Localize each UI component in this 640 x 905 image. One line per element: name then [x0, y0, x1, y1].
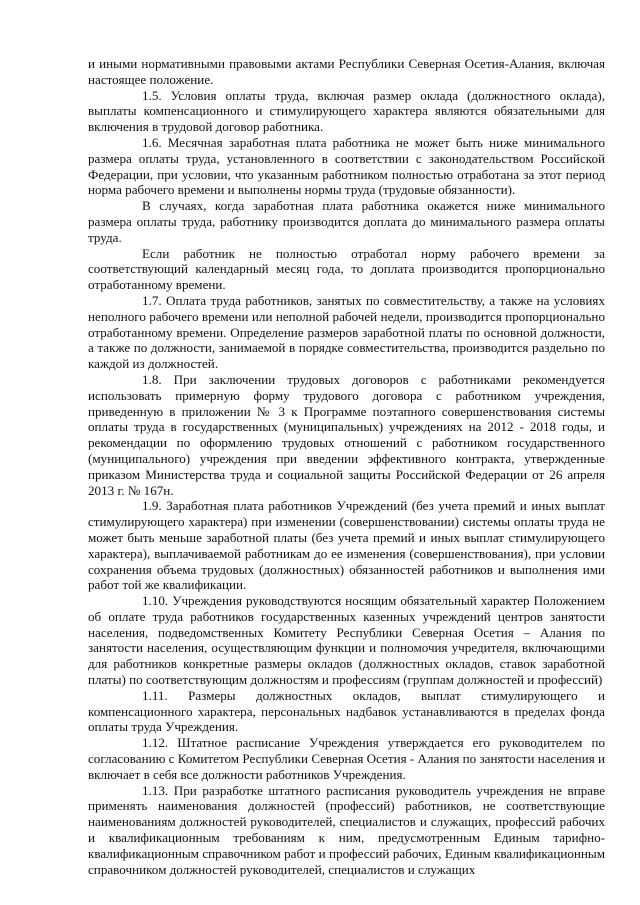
- paragraph-1-8: 1.8. При заключении трудовых договоров с работниками рекомендуется использовать примерную форму трудового договора с работником учреждения, приведенную в приложении № 3 к Программе поэтапного совершенствования системы оплаты труда в государственных (муниципальных) учреждениях на 2012 - 2018 годы, и рекомендации по оформлению трудовых отношений с работником государственного (муниципального) учреждения при введении эффективного контракта, утвержденные приказом Министерства труда и социальной защиты Российской Федерации от 26 апреля 2013 г. № 167н.: [88, 371, 605, 498]
- paragraph-1-12: 1.12. Штатное расписание Учреждения утверждается его руководителем по согласованию с Комитетом Республики Северная Осетия - Алания по занятости населения и включает в себя все должности работников Учреждения.: [88, 735, 605, 782]
- paragraph-1-5: 1.5. Условия оплаты труда, включая размер оклада (должностного оклада), выплаты компенсационного и стимулирующего характера являются обязательными для включения в трудовой договор работника.: [88, 87, 605, 135]
- paragraph-1-6: 1.6. Месячная заработная плата работника не может быть ниже минимального размера оплаты труда, установленного в соответствии с законодательством Российской Федерации, при условии, что указанным работником полностью отработана за этот период норма рабочего времени и выполнены нормы труда (трудовые обязанности).: [88, 134, 605, 198]
- paragraph-continuation: и иными нормативными правовыми актами Республики Северная Осетия-Алания, включая настоящее положение.: [88, 56, 605, 87]
- paragraph-minimum-wage-surcharge: В случаях, когда заработная плата работника окажется ниже минимального размера оплаты труда, работнику производится доплата до минимального размера оплаты труда.: [88, 198, 605, 245]
- paragraph-1-10: 1.10. Учреждения руководствуются носящим обязательный характер Положением об оплате труда работников государственных казенных учреждений центров занятости населения, подведомственных Комитету Республики Северная Осетия – Алания по занятости населения, осуществляющим функции и полномочия учредителя, включающими для работников конкретные размеры окладов (должностных окладов, ставок заработной платы) по соответствующим должностям и профессиям (группам должностей и профессий): [88, 593, 605, 688]
- paragraph-partial-hours: Если работник не полностью отработал норму рабочего времени за соответствующий календарный месяц года, то доплата производится пропорционально отработанному времени.: [88, 245, 605, 293]
- document-body: [88, 56, 605, 877]
- paragraph-1-13: 1.13. При разработке штатного расписания руководитель учреждения не вправе применять наименования должностей (профессий) работников, не соответствующие наименованиям должностей руководителей, специалистов и служащих, профессий рабочих и квалификационным требованиям к ним, предусмотренным Единым тарифно-квалификационным справочником работ и профессий рабочих, Единым квалификационным справочником должностей руководителей, специалистов и служащих: [88, 782, 605, 877]
- paragraph-1-7: 1.7. Оплата труда работников, занятых по совместительству, а также на условиях неполного рабочего времени или неполной рабочей недели, производится пропорционально отработанному времени. Определение размеров заработной платы по основной должности, а также по должности, занимаемой в порядке совместительства, производится раздельно по каждой из должностей.: [88, 292, 605, 372]
- paragraph-1-11: 1.11. Размеры должностных окладов, выплат стимулирующего и компенсационного характера, персональных надбавок устанавливаются в пределах фонда оплаты труда Учреждения.: [88, 687, 605, 735]
- paragraph-1-9: 1.9. Заработная плата работников Учреждений (без учета премий и иных выплат стимулирующего характера) при изменении (совершенствовании) системы оплаты труда не может быть меньше заработной платы (без учета премий и иных выплат стимулирующего характера), выплачиваемой работникам до ее изменения (совершенствования), при условии сохранения объема трудовых (должностных) обязанностей работников и выполнения ими работ той же квалификации.: [88, 498, 605, 593]
